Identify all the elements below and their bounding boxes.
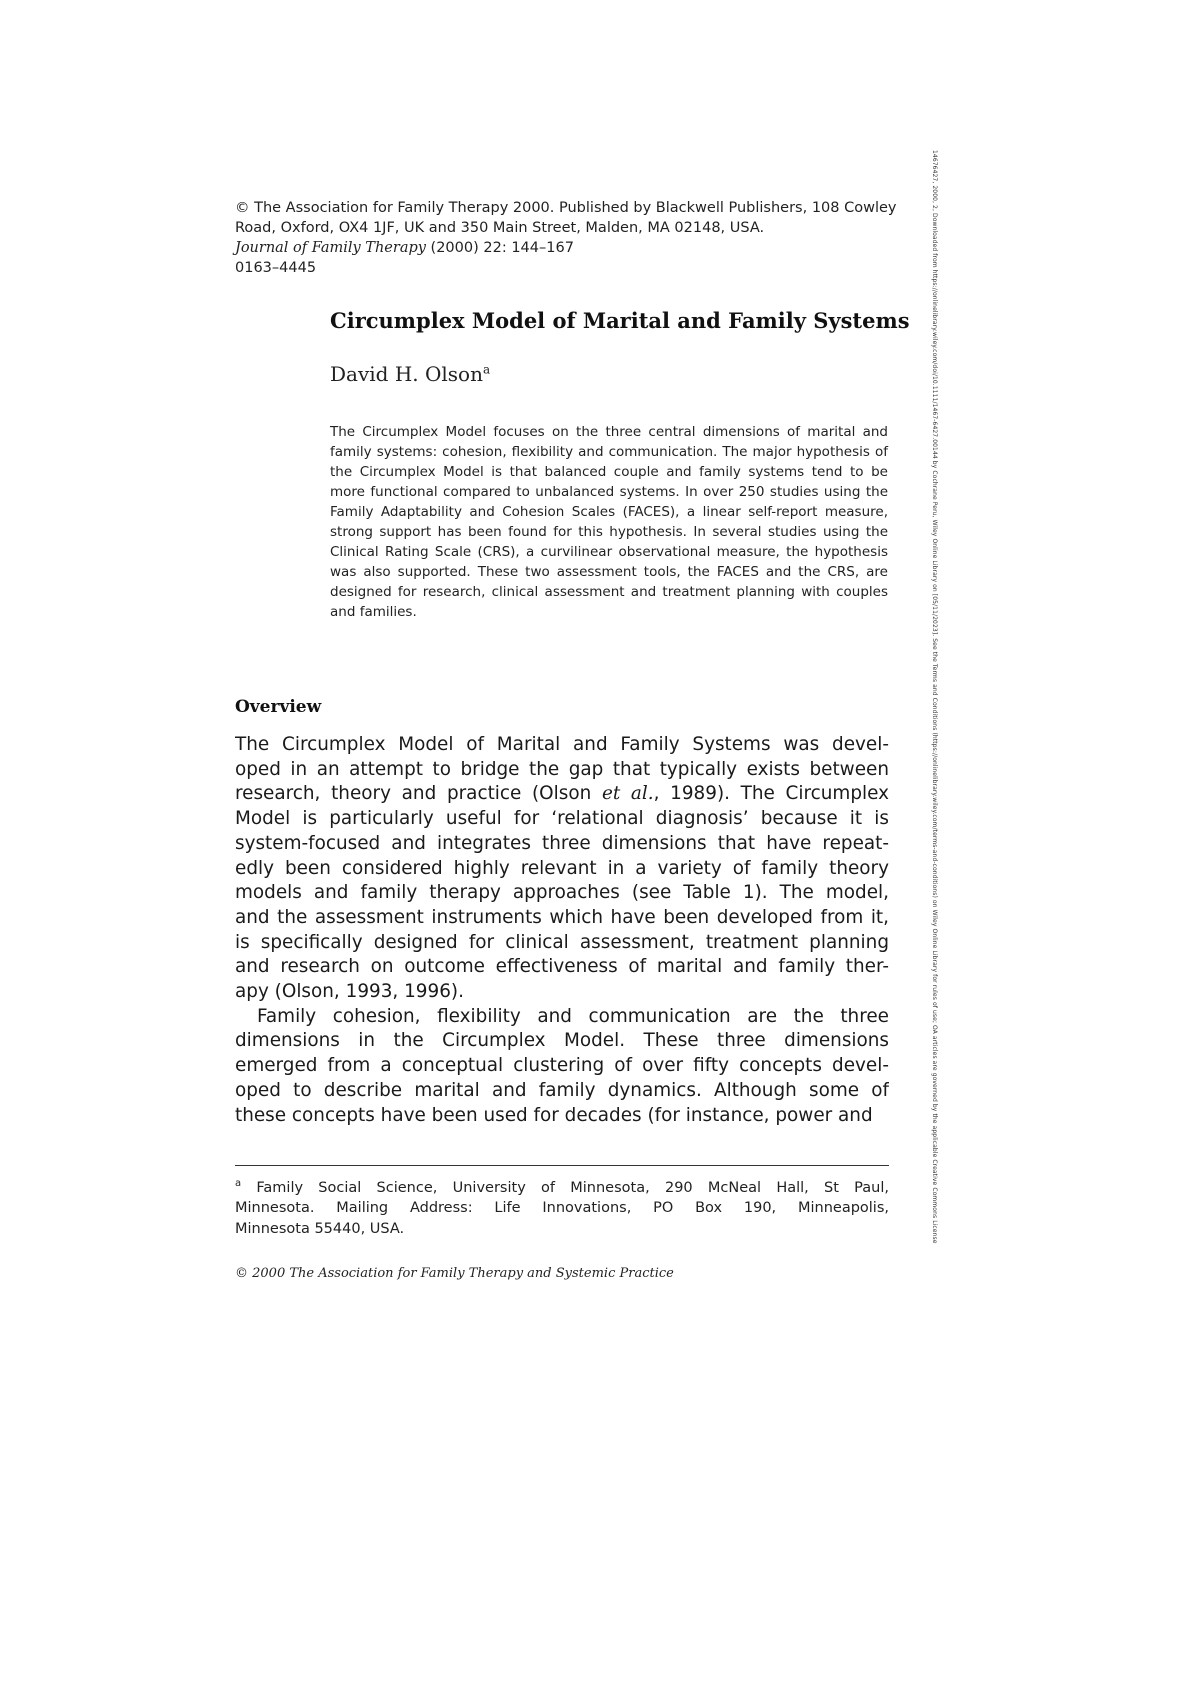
copyright-line-2: Road, Oxford, OX4 1JF, UK and 350 Main Street, Malden, MA 02148, USA.	[235, 220, 765, 236]
body-line: these concepts have been used for decades (for instance, power and	[235, 1104, 873, 1126]
abstract: The Circumplex Model focuses on the three central dimensions of marital and family systems: cohesion, flexibility and communication. The major hypothesis of the Circumplex Model is that balanced couple and family systems tend to be more functional compared to unbalanced systems. In over 250 studies using the Family Adaptability and Cohesion Scales (FACES), a linear self-report measure, strong support has been found for this hypothesis. In several studies using the Clinical Rating Scale (CRS), a curvilinear observational measure, the hypothesis was also supported. These two assessment tools, the FACES and the CRS, are designed for research, clinical assessment and treatment planning with couples and families.	[330, 424, 888, 620]
body-line: and research on outcome effectiveness of marital and family ther-	[235, 956, 889, 978]
body-line: Family cohesion, flexibility and communication are the three	[257, 1005, 889, 1027]
body-line: Model is particularly useful for ‘relational diagnosis’ because it is	[235, 808, 889, 830]
body-line: The Circumplex Model of Marital and Family Systems was devel-	[235, 734, 889, 755]
overview-body	[235, 733, 889, 1128]
author-line	[330, 362, 490, 386]
section-heading-overview: Overview	[235, 697, 322, 717]
download-watermark: 14676427, 2000, 2, Downloaded from https://onlinelibrary.wiley.com/doi/10.1111/1467-6427.00144 by Cochrane Peru, Wiley Online Library on [05/11/2023]. See the Terms and Conditions (https://onlinelibrary.wiley.com/terms-and-conditions) on Wiley Online Library for rules of use; OA articles are governed by the applicable Creative Commons License	[931, 150, 938, 1244]
paragraph-2	[235, 1005, 889, 1129]
journal-volume-pages: (2000) 22: 144–167	[425, 240, 574, 256]
body-line: is specifically designed for clinical assessment, treatment planning	[235, 931, 889, 953]
journal-name: Journal of Family Therapy	[235, 240, 426, 256]
footnote-line-3: Minnesota 55440, USA.	[235, 1220, 405, 1237]
body-line: oped in an attempt to bridge the gap that typically exists between	[235, 758, 889, 780]
bottom-copyright: © 2000 The Association for Family Therapy and Systemic Practice	[235, 1266, 674, 1281]
body-line: models and family therapy approaches (see Table 1). The model,	[235, 882, 889, 904]
body-line: dimensions in the Circumplex Model. These three dimensions	[235, 1030, 889, 1052]
paragraph-1	[235, 733, 889, 1005]
body-line: and the assessment instruments which have been developed from it,	[235, 906, 889, 928]
author-footnote-mark: a	[482, 362, 491, 377]
copyright-notice	[235, 198, 897, 278]
footnote-line-1: $^a$ Family Social Science, University of Minnesota, 290 McNeal Hall, St Paul,	[235, 1178, 889, 1196]
copyright-line-1: © The Association for Family Therapy 2000. Published by Blackwell Publishers, 108 Cowley	[235, 200, 897, 216]
footnote-mark: a	[235, 1178, 242, 1189]
journal-citation	[235, 238, 890, 258]
footnote-divider	[235, 1165, 889, 1166]
body-line: oped to describe marital and family dynamics. Although some of	[235, 1079, 889, 1101]
body-line: apy (Olson, 1993, 1996).	[235, 981, 464, 1003]
body-line: research, theory and practice (Olson et al., 1989). The Circumplex	[235, 783, 889, 805]
footnote-line-2: Minnesota. Mailing Address: Life Innovations, PO Box 190, Minneapolis,	[235, 1200, 889, 1217]
author-footnote	[235, 1174, 889, 1239]
body-line: emerged from a conceptual clustering of over fifty concepts devel-	[235, 1055, 889, 1077]
author-name: David H. Olson	[330, 362, 483, 386]
body-line: edly been considered highly relevant in a variety of family theory	[235, 857, 889, 879]
issn: 0163–4445	[235, 260, 317, 276]
body-line: system-focused and integrates three dimensions that have repeat-	[235, 832, 889, 854]
article-title: Circumplex Model of Marital and Family Systems	[330, 308, 910, 333]
emphasis: et al.	[601, 783, 654, 805]
